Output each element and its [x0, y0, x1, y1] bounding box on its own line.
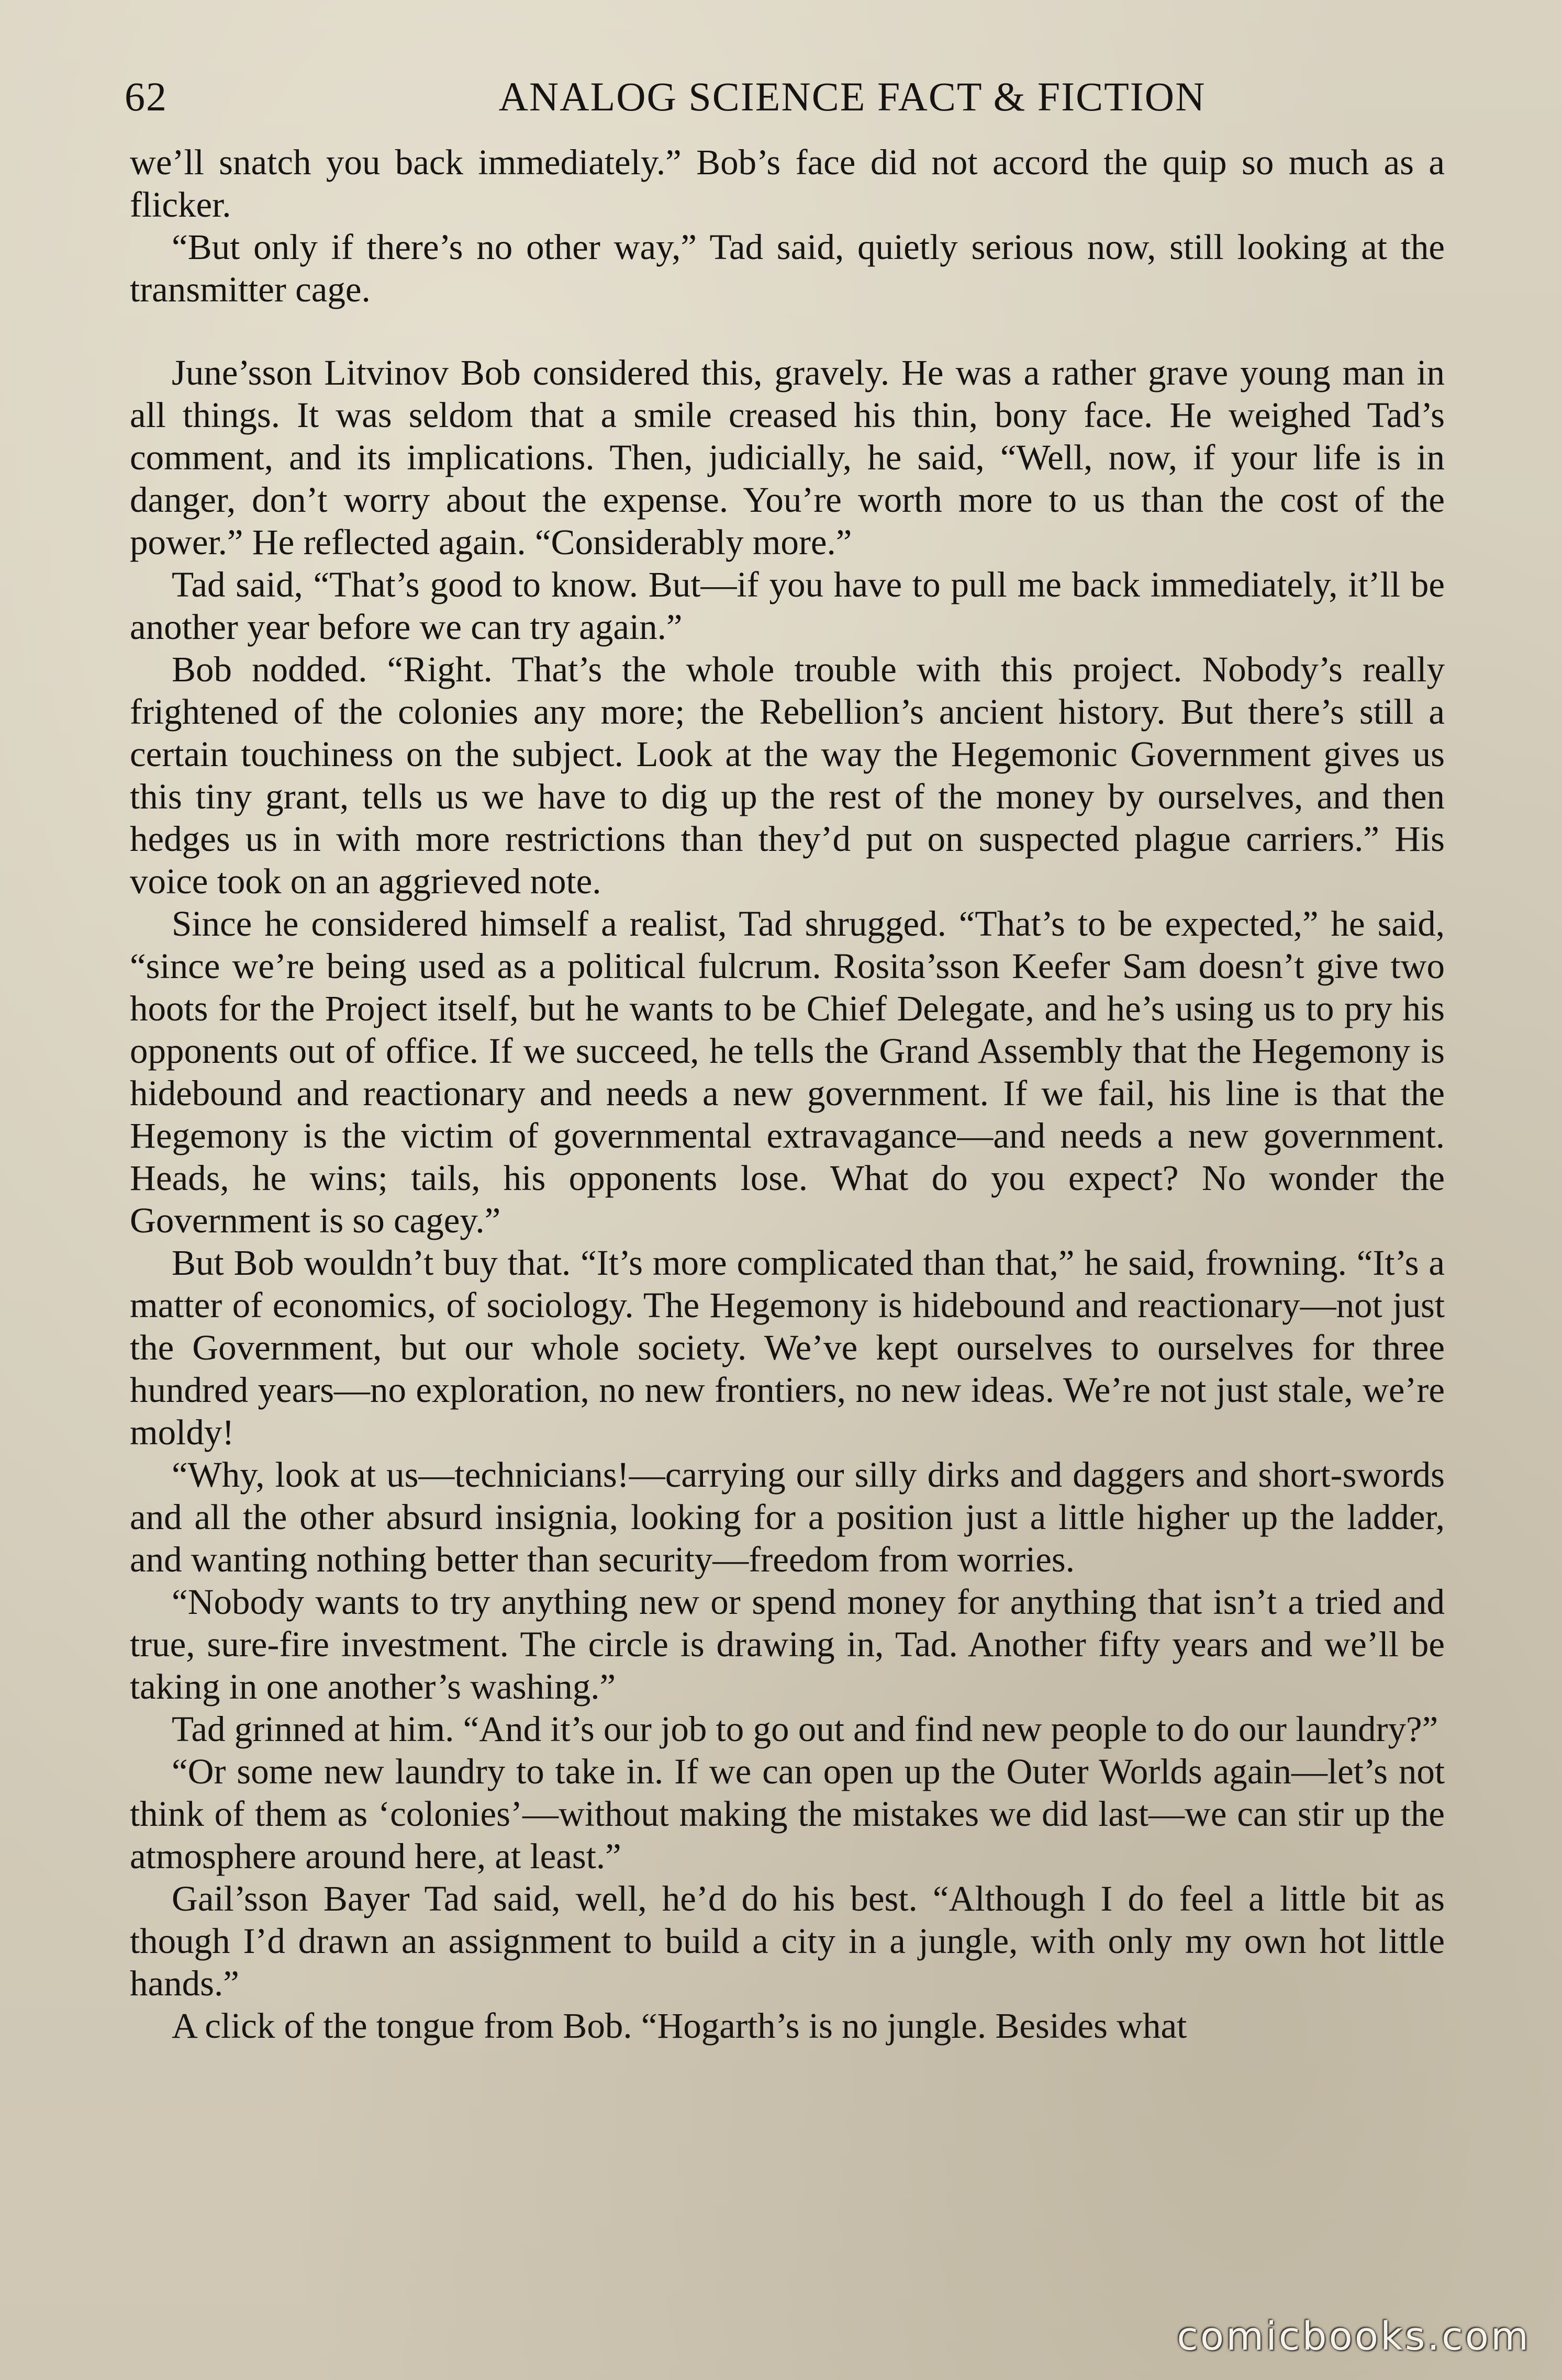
paragraph: Bob nodded. “Right. That’s the whole trouble with this project. Nobody’s really frightened of the colonies any more; the Rebellion’s ancient history. But there’s still a certain touchiness on the subject. Look at the way the Hegemonic Government gives us this tiny grant, tells us we have to dig up the rest of the money by ourselves, and then hedges us in with more restrictions than they’d put on suspected plague carriers.” His voice took on an aggrieved note. — [130, 649, 1445, 901]
running-head — [125, 73, 1444, 131]
paragraph: Since he considered himself a realist, Tad shrugged. “That’s to be expected,” he said, “since we’re being used as a political fulcrum. Rosita’sson Keefer Sam doesn’t give two hoots for the Project itself, but he wants to be Chief Delegate, and he’s using us to pry his opponents out of office. If we succeed, he tells the Grand Assembly that the Hegemony is hidebound and reactionary and needs a new government. If we fail, his line is that the Hegemony is the victim of governmental extravagance—and needs a new government. Heads, he wins; tails, his opponents lose. What do you expect? No wonder the Government is so cagey.” — [130, 904, 1445, 1240]
paragraph: Tad grinned at him. “And it’s our job to go out and find new people to do our laundry?” — [172, 1709, 1438, 1749]
paragraph: But Bob wouldn’t buy that. “It’s more complicated than that,” he said, frowning. “It’s a matter of economics, of sociology. The Hegemony is hidebound and reactionary—not just the Government, but our whole society. We’ve kept ourselves to ourselves for three hundred years—no exploration, no new frontiers, no new ideas. We’re not just stale, we’re moldy! — [130, 1243, 1445, 1452]
page-number: 62 — [125, 74, 168, 119]
paragraph: June’sson Litvinov Bob considered this, gravely. He was a rather grave young man in all things. It was seldom that a smile creased his thin, bony face. He weighed Tad’s comment, and its implications. Then, judicially, he said, “Well, now, if your life is in danger, don’t worry about the expense. You’re worth more to us than the cost of the power.” He reflected again. “Considerably more.” — [130, 353, 1445, 562]
paragraph: Tad said, “That’s good to know. But—if you have to pull me back immediately, it’ll be another year before we can try again.” — [130, 565, 1445, 647]
paragraph: we’ll snatch you back immediately.” Bob’s face did not accord the quip so much as a flicker. — [130, 142, 1445, 224]
journal-title: ANALOG SCIENCE FACT & FICTION — [498, 74, 1206, 119]
paragraph: Gail’sson Bayer Tad said, well, he’d do his best. “Although I do feel a little bit as though I’d drawn an assignment to build a city in a jungle, with only my own hot little hands.” — [130, 1879, 1445, 2003]
paragraph: “Nobody wants to try anything new or spend money for anything that isn’t a tried and true, sure-fire investment. The circle is drawing in, Tad. Another fifty years and we’ll be taking in one another’s washing.” — [130, 1582, 1445, 1707]
paragraph: “Or some new laundry to take in. If we can open up the Outer Worlds again—let’s not think of them as ‘colonies’—without making the mistakes we did last—we can stir up the atmosphere around here, at least.” — [130, 1752, 1445, 1876]
watermark: comicbooks.com — [1177, 2314, 1531, 2359]
paragraph: A click of the tongue from Bob. “Hogarth’s is no jungle. Besides what — [172, 2006, 1187, 2046]
paragraph: “But only if there’s no other way,” Tad said, quietly serious now, still looking at the transmitter cage. — [130, 227, 1445, 309]
paragraph: “Why, look at us—technicians!—carrying our silly dirks and daggers and short-swords and all the other absurd insignia, looking for a position just a little higher up the ladder, and wanting nothing better than security—freedom from worries. — [130, 1455, 1445, 1579]
story-text — [130, 141, 1445, 2047]
